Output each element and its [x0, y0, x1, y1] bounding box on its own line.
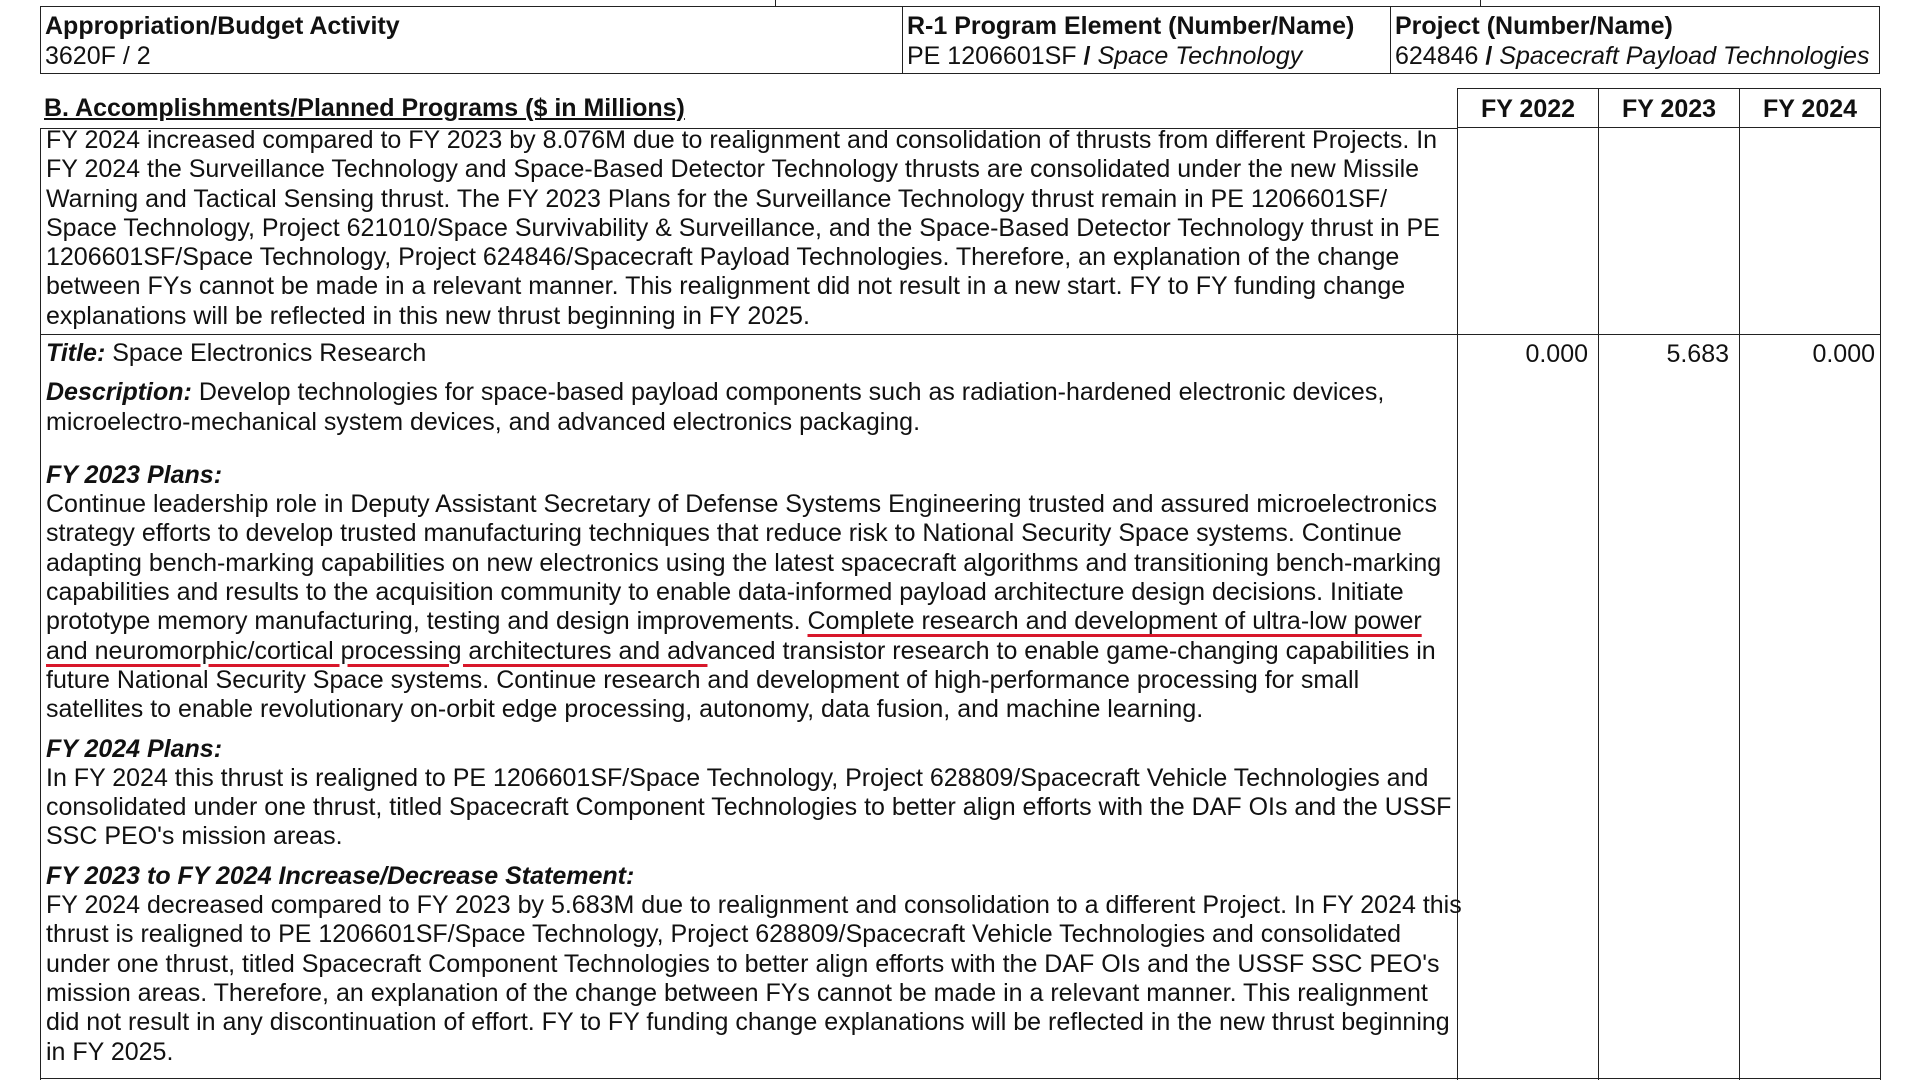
fy2023-text-before: Continue leadership role in Deputy Assistant Secretary of Defense Systems Engineering trusted and assured microelectronics strategy efforts to develop trusted manufacturing techniques that reduce risk to National Security Space systems. Continue adapting bench-marking capabilities on new electronics using the latest spacecraft algorithms and transitioning bench-marking capabilities and results to the acquisition community to enable data-informed payload architecture design decisions. Initiate prototype memory manufacturing, testing and design improvements.: [46, 490, 1442, 636]
fy2024-plans-label: FY 2024 Plans:: [46, 734, 223, 763]
program-element-number: PE 1206601SF: [907, 42, 1077, 70]
fy2023-text-after: anced transistor research to enable game-changing capabilities in future National Security Space systems. Continue research and development of high-performance processing for small satellites to enable revolutionary on-orbit edge processing, autonomy, data fusion, and machine learning.: [46, 636, 1436, 724]
description-label: Description:: [46, 378, 192, 407]
title-label: Title:: [46, 339, 106, 367]
budget-exhibit-page: [40, 0, 1880, 1080]
fy2024-header: FY 2024: [1739, 88, 1881, 128]
fy2023-plans-label: FY 2023 Plans:: [46, 460, 223, 489]
thrust-description: [46, 378, 1462, 437]
section-title: B. Accomplishments/Planned Programs ($ in Millions): [44, 94, 685, 122]
thrust-row-rule: [40, 334, 1880, 335]
highlighted-text: Complete research and development of ultra-low power and neuromorphic/cortical processing architectures and adv: [46, 607, 1422, 665]
intro-paragraph: FY 2024 increased compared to FY 2023 by 8.076M due to realignment and consolidation of thrusts from different Projects. In FY 2024 the Surveillance Technology and Space-Based Detector Technology thrusts are consolidated under the new Missile Warning and Tactical Sensing thrust. The FY 2023 Plans for the Surveillance Technology thrust remain in PE 1206601SF/ Space Technology, Project 621010/Space Survivability & Surveillance, and the Space-Based Detector Technology thrust in PE 1206601SF/Space Technology, Project 624846/Spacecraft Payload Technologies. Therefore, an explanation of the change between FYs cannot be made in a relevant manner. This realignment did not result in a new start. FY to FY funding change explanations will be reflected in this new thrust beginning in FY 2025.: [46, 126, 1440, 330]
bottom-rule: [40, 1078, 1880, 1079]
thrust-title: [46, 339, 1462, 368]
project-value: [1395, 41, 1875, 71]
project-number: 624846: [1395, 42, 1479, 70]
program-element-cell: [902, 7, 1390, 73]
program-element-name: Space Technology: [1097, 42, 1303, 70]
fy2024-value: 0.000: [1812, 340, 1875, 368]
change-statement-label: FY 2023 to FY 2024 Increase/Decrease Statement:: [46, 861, 635, 890]
fy-col-border-2: [1598, 88, 1599, 1080]
fy2023-value: 5.683: [1666, 340, 1729, 368]
appropriation-label: Appropriation/Budget Activity: [45, 12, 400, 40]
description-text: Develop technologies for space-based payload components such as radiation-hardened electronic devices, microelectro-mechanical system devices, and advanced electronics packaging.: [46, 378, 1385, 436]
thrust-details: [40, 339, 1468, 1067]
project-name: Spacecraft Payload Technologies: [1499, 42, 1870, 70]
fy2023-plans-text: [46, 490, 1462, 724]
title-value: Space Electronics Research: [112, 339, 427, 367]
fy2022-header: FY 2022: [1457, 88, 1599, 128]
fy2024-plans-text: In FY 2024 this thrust is realigned to PE 1206601SF/Space Technology, Project 628809/Spacecraft Vehicle Technologies and consolidated under one thrust, titled Spacecraft Component Technologies to better align efforts with the DAF OIs and the USSF SSC PEO's mission areas.: [46, 763, 1452, 851]
appropriation-cell: [41, 7, 902, 73]
appropriation-value: 3620F / 2: [45, 42, 151, 70]
project-separator: /: [1485, 42, 1493, 70]
fy2023-header: FY 2023: [1598, 88, 1740, 128]
program-element-value: [907, 41, 1386, 71]
change-statement-text: FY 2024 decreased compared to FY 2023 by 5.683M due to realignment and consolidation to a different Project. In FY 2024 this thrust is realigned to PE 1206601SF/Space Technology, Project 628809/Spacecraft Vehicle Technologies and consolidated under one thrust, titled Spacecraft Component Technologies to better align efforts with the DAF OIs and the USSF SSC PEO's mission areas. Therefore, an explanation of the change between FYs cannot be made in a relevant manner. This realignment did not result in any discontinuation of effort. FY to FY funding change explanations will be reflected in the new thrust beginning in FY 2025.: [46, 891, 1462, 1066]
program-element-label: R-1 Program Element (Number/Name): [907, 12, 1355, 40]
project-label: Project (Number/Name): [1395, 12, 1673, 40]
fy2022-value: 0.000: [1525, 340, 1588, 368]
accomplishments-table: [40, 88, 1880, 1080]
project-cell: [1390, 7, 1879, 73]
exhibit-header: [40, 6, 1880, 74]
fy-col-border-4: [1880, 88, 1881, 1080]
fy-col-border-3: [1739, 88, 1740, 1080]
program-element-separator: /: [1083, 42, 1091, 70]
